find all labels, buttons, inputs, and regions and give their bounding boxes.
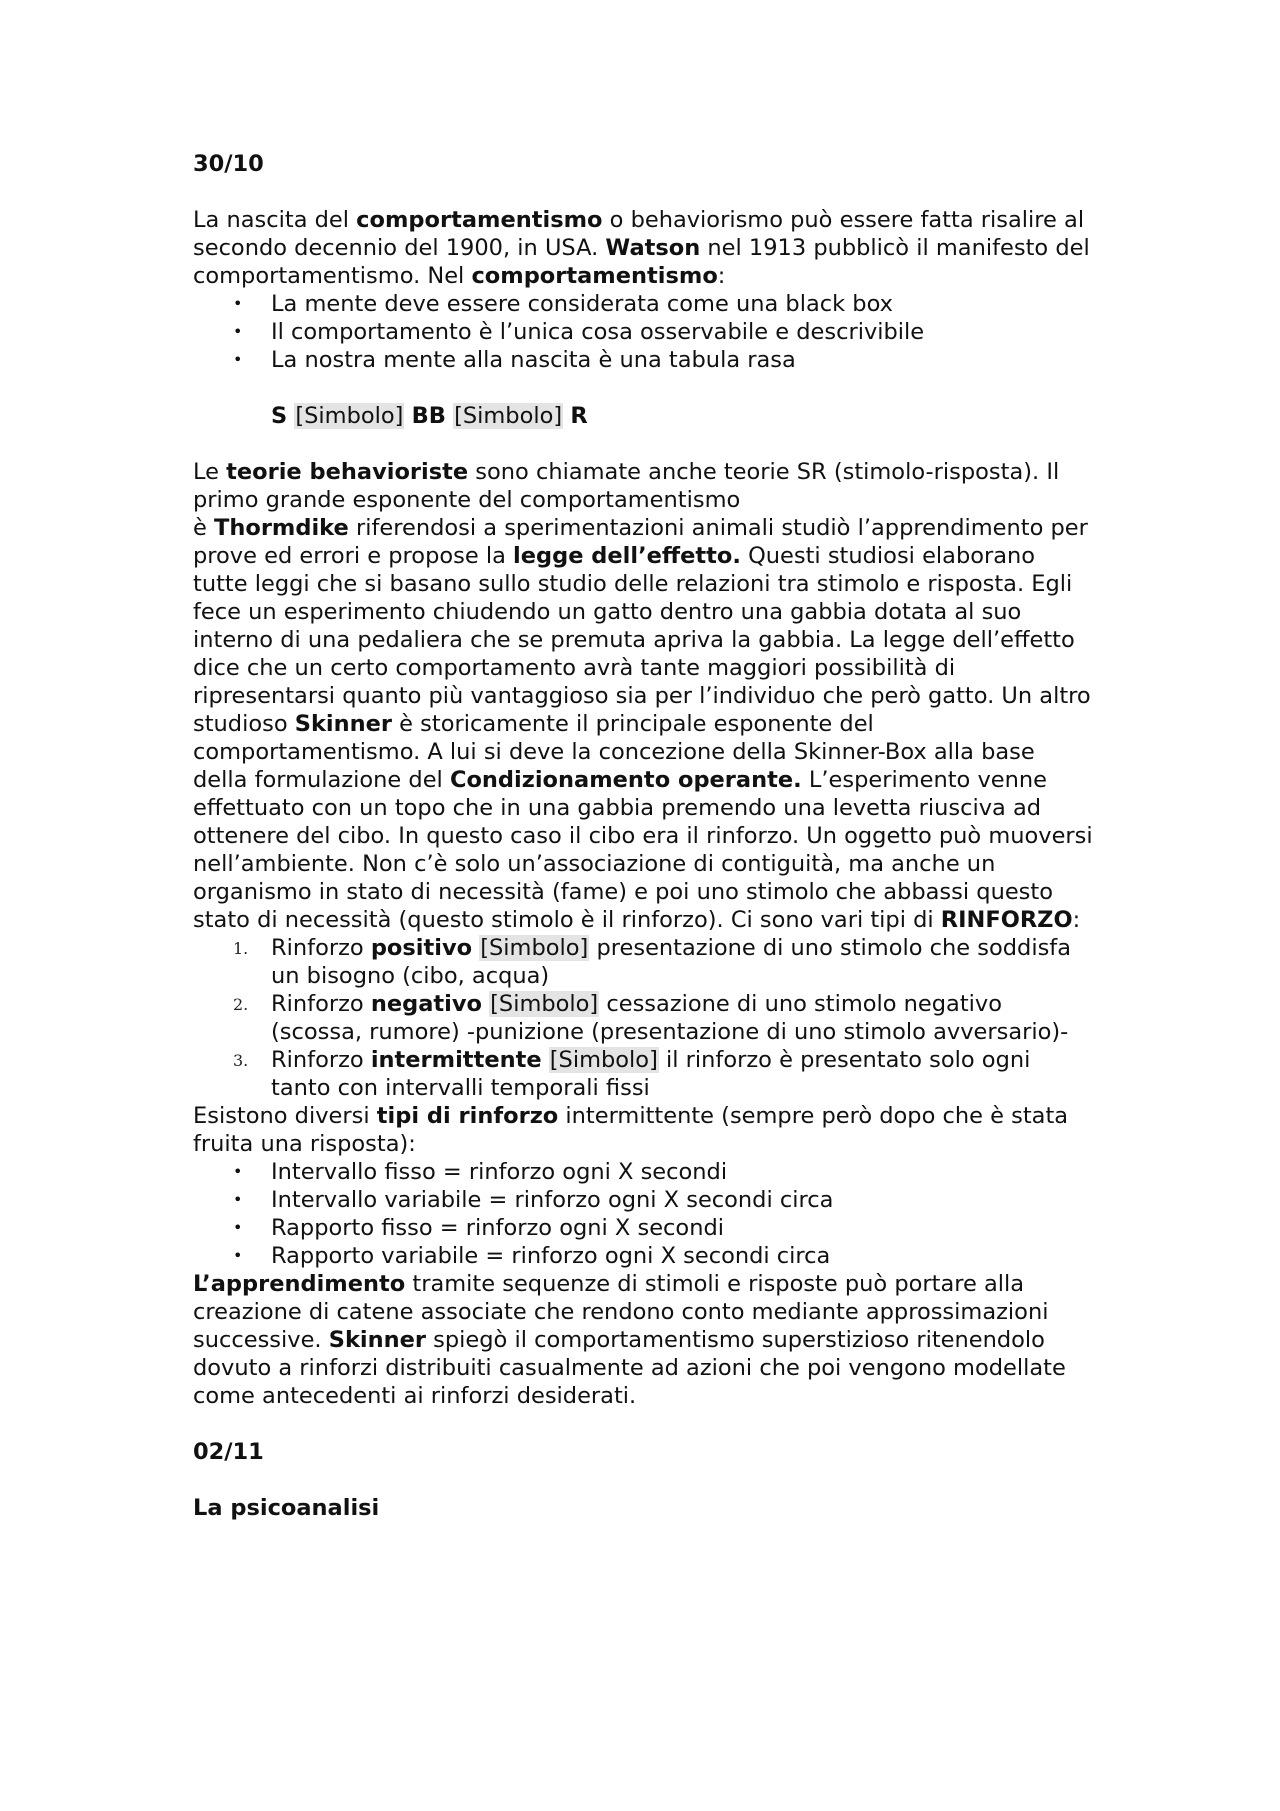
bold-term: Thormdike [214, 515, 349, 541]
list-item [193, 1242, 1093, 1270]
bold-term: RINFORZO [940, 907, 1073, 933]
bullet-icon: • [233, 1246, 243, 1265]
list-item [193, 290, 1093, 318]
list-item [193, 990, 1093, 1046]
bold-term: comportamentismo [471, 263, 718, 289]
bold-term: L’apprendimento [193, 1271, 406, 1297]
symbol-placeholder: [Simbolo] [549, 1047, 658, 1073]
bold-term: teorie behavioriste [226, 459, 469, 485]
bold-term: Skinner [328, 1327, 427, 1353]
text-run: nel 1913 pubblicò il manifesto del comportamentismo. Nel [193, 235, 1090, 289]
symbol-placeholder: [Simbolo] [295, 403, 404, 429]
reinforcement-types-list [193, 934, 1093, 1102]
list-item [193, 346, 1093, 374]
list-item [193, 1158, 1093, 1186]
list-item-text: Intervallo variabile = rinforzo ogni X secondi circa [271, 1187, 834, 1213]
text-run: intermittente (sempre però dopo che è stata fruita una risposta): [193, 1103, 1069, 1157]
list-item-text: Rapporto variabile = rinforzo ogni X secondi circa [271, 1243, 831, 1269]
text-run: o behaviorismo può essere fatta risalire al secondo decennio del 1900, in USA. [193, 207, 1085, 261]
list-item [193, 1214, 1093, 1242]
text-run: Le [193, 459, 227, 485]
bullet-icon: • [233, 350, 243, 369]
text-run: tramite sequenze di stimoli e risposte può portare alla creazione di catene associate che rendono conto mediante approssimazioni successive. [193, 1271, 1049, 1353]
formula-s: S [271, 403, 288, 429]
text-run: è storicamente il principale esponente del comportamentismo. A lui si deve la concezione della Skinner-Box alla base della formulazione del [193, 711, 1035, 793]
bullet-icon: • [233, 294, 243, 313]
list-item [193, 318, 1093, 346]
text-run: L’esperimento venne effettuato con un topo che in una gabbia premendo una levetta riusciva ad ottenere del cibo. In questo caso il cibo era il rinforzo. Un oggetto può muoversi nell’ambiente. Non c’è solo un’associazione di contiguità, ma anche un organismo in stato di necessità (fame) e poi uno stimolo che abbassi questo stato di necessità (questo stimolo è il rinforzo). Ci sono vari tipi di [193, 767, 1093, 933]
text-run: spiegò il comportamentismo superstizioso ritenendolo dovuto a rinforzi distribuiti casualmente ad azioni che poi vengono modellate come antecedenti ai rinforzi desiderati. [193, 1327, 1066, 1409]
symbol-placeholder: [Simbolo] [490, 991, 599, 1017]
list-item-text: La nostra mente alla nascita è una tabula rasa [271, 347, 796, 373]
list-number: 1. [233, 939, 249, 958]
symbol-placeholder: [Simbolo] [480, 935, 589, 961]
list-number: 3. [233, 1051, 249, 1070]
formula-r: R [570, 403, 588, 429]
learning-paragraph [193, 1270, 1093, 1410]
bold-term: Condizionamento operante. [449, 767, 802, 793]
text-run: Rinforzo [271, 1047, 371, 1073]
text-run: : [1072, 907, 1081, 933]
text-run: cessazione di uno stimolo negativo (scossa, rumore) -punizione (presentazione di uno stimolo avversario)- [271, 991, 1069, 1045]
bold-term: Skinner [294, 711, 393, 737]
document-page [193, 150, 1093, 1522]
schedule-bullet-list [193, 1158, 1093, 1270]
text-run: presentazione di uno stimolo che soddisfa un bisogno (cibo, acqua) [271, 935, 1071, 989]
intro-paragraph [193, 206, 1093, 290]
text-run: sono chiamate anche teorie SR (stimolo-risposta). Il primo grande esponente del comportamentismo [193, 459, 1060, 513]
list-item [193, 1046, 1093, 1102]
text-run: : [717, 263, 726, 289]
text-run: Esistono diversi [193, 1103, 377, 1129]
list-item-text: La mente deve essere considerata come una black box [271, 291, 893, 317]
list-item-text: Il comportamento è l’unica cosa osservabile e descrivibile [271, 319, 925, 345]
text-run: il rinforzo è presentato solo ogni tanto con intervalli temporali fissi [271, 1047, 1031, 1101]
text-run: La nascita del [193, 207, 357, 233]
date-heading-2: 02/11 [193, 1439, 264, 1465]
intermittent-types-paragraph [193, 1102, 1093, 1158]
formula-bb: BB [411, 403, 446, 429]
date-heading-1: 30/10 [193, 151, 264, 177]
list-item [193, 934, 1093, 990]
list-item-text: Intervallo fisso = rinforzo ogni X secondi [271, 1159, 728, 1185]
text-run: Rinforzo [271, 935, 371, 961]
bullet-icon: • [233, 1162, 243, 1181]
bullet-icon: • [233, 1190, 243, 1209]
symbol-placeholder: [Simbolo] [454, 403, 563, 429]
text-run: è [193, 515, 214, 541]
behaviorist-theories-paragraph [193, 458, 1093, 934]
bold-term: comportamentismo [356, 207, 603, 233]
bold-term: intermittente [370, 1047, 542, 1073]
s-bb-r-formula [193, 402, 1093, 430]
list-item-text: Rapporto fisso = rinforzo ogni X secondi [271, 1215, 724, 1241]
bold-term: tipi di rinforzo [376, 1103, 559, 1129]
text-run: Questi studiosi elaborano tutte leggi che si basano sullo studio delle relazioni tra stimolo e risposta. Egli fece un esperimento chiudendo un gatto dentro una gabbia dotata al suo interno di una pedaliera che se premuta apriva la gabbia. La legge dell’effetto dice che un certo comportamento avrà tante maggiori possibilità di ripresentarsi quanto più vantaggioso sia per l’individuo che però gatto. Un altro studioso [193, 543, 1091, 737]
text-run: Rinforzo [271, 991, 371, 1017]
list-number: 2. [233, 995, 249, 1014]
bold-term: Watson [605, 235, 701, 261]
list-item [193, 1186, 1093, 1214]
text-run: riferendosi a sperimentazioni animali studiò l’apprendimento per prove ed errori e propose la [193, 515, 1088, 569]
bold-term: negativo [370, 991, 482, 1017]
behaviorism-bullet-list [193, 290, 1093, 374]
section-heading: La psicoanalisi [193, 1495, 380, 1521]
bold-term: positivo [370, 935, 473, 961]
bullet-icon: • [233, 322, 243, 341]
bold-term: legge dell’effetto. [513, 543, 741, 569]
bullet-icon: • [233, 1218, 243, 1237]
